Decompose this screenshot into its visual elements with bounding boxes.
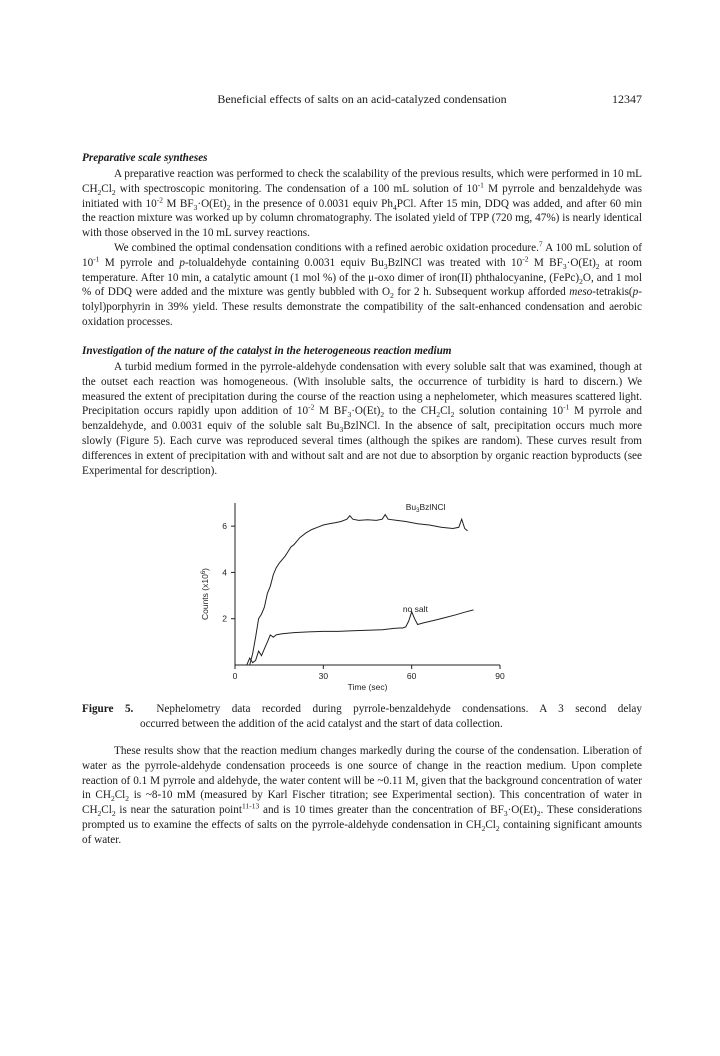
- paragraph-investigation-1: A turbid medium formed in the pyrrole-aldehyde condensation with every soluble salt that was examined, though at the outset each reaction was homogeneous. (With insoluble salts, the occurrence of turbidity is hard to discern.) We measured the extent of precipitation during the course of the reaction using a nephelometer, which measures scattered light. Precipitation occurs rapidly upon addition of $10^{-2}$ M $BF_3\cdot O(Et)_2$ to the $CH_2Cl_2$ solution containing $10^{-1}$ M pyrrole and benzaldehyde, and 0.0031 equiv of the soluble salt $Bu_3BzlNCl$. In the absence of salt, precipitation occurs much more slowly (Figure 5). Each curve was reproduced several times (although the spikes are random). These curves result from differences in extent of precipitation with and without salt and are not due to absorption by organic reaction byproducts (see Experimental for description).: [82, 361, 643, 477]
- y-axis-label: Counts $(x10^6)$: [200, 567, 210, 621]
- x-tick-label: 0: [232, 671, 238, 681]
- x-tick-label: 90: [495, 671, 505, 681]
- section-heading-preparative: Preparative scale syntheses: [82, 152, 208, 164]
- series-label-no-salt: no salt: [402, 603, 428, 614]
- series-line-bu3bzlncl: [235, 515, 468, 665]
- axis-ticks: [222, 521, 505, 681]
- series-line-no-salt: [235, 610, 474, 665]
- series-label-bu3bzlncl: $Bu_3BzlNCl$: [405, 501, 446, 514]
- paragraph-preparative-2: We combined the optimal condensation conditions with a refined aerobic oxidation procedure.$^7$ A 100 mL solution of $10^{-1}$ M pyrrole and p-tolualdehyde containing 0.0031 equiv $Bu_3BzlNCl$ was treated with $10^{-2}$ M $BF_3\cdot O(Et)_2$ at room temperature. After 10 min, a catalytic amount (1 mol %) of the μ-oxo dimer of iron(II) phthalocyanine, $(FePc)_2O$, and 1 mol % of DDQ were added and the mixture was gently bubbled with $O_2$ for 2 h. Subsequent workup afforded meso-tetrakis(p-tolyl)porphyrin in 39% yield. These results demonstrate the compatibility of the salt-enhanced condensation and aerobic oxidation processes.: [82, 239, 642, 328]
- paragraph-preparative-1: A preparative reaction was performed to check the scalability of the previous results, which were performed in 10 mL $CH_2Cl_2$ with spectroscopic monitoring. The condensation of a 100 mL solution of $10^{-1}$ M pyrrole and benzaldehyde was initiated with $10^{-2}$ M $BF_3\cdot O(Et)_2$ in the presence of 0.0031 equiv $Ph_4PCl$. After 15 min, DDQ was added, and after 60 min the reaction mixture was worked up by column chromatography. The isolated yield of TPP (720 mg, 47%) is nearly identical with those observed in the 10 mL survey reactions.: [82, 168, 642, 240]
- section-heading-investigation: Investigation of the nature of the catalyst in the heterogeneous reaction medium: [82, 345, 452, 357]
- paragraph-water-content: These results show that the reaction medium changes markedly during the course of the condensation. Liberation of water as the pyrrole-aldehyde condensation proceeds is one source of change in the reaction medium. Upon complete reaction of 0.1 M pyrrole and aldehyde, the water content will be ~0.11 M, given that the background concentration of water in $CH_2Cl_2$ is ~8-10 mM (measured by Karl Fischer titration; see Experimental section). This concentration of water in $CH_2Cl_2$ is near the saturation point$^{11-13}$ and is 10 times greater than the concentration of $BF_3\cdot O(Et)_2$. These considerations prompted us to examine the effects of salts on the pyrrole-aldehyde condensation in $CH_2Cl_2$ containing significant amounts of water.: [82, 745, 643, 846]
- y-tick-label: 6: [222, 521, 227, 532]
- x-axis-label: Time (sec): [347, 682, 388, 692]
- running-header: [82, 92, 642, 108]
- y-tick-label: 4: [222, 567, 227, 578]
- figure-5-caption: Figure 5. Nephelometry data recorded during pyrrole-benzaldehyde condensations. A 3 second delay occurred between the addition of the acid catalyst and the start of data collection.: [82, 703, 642, 730]
- nephelometry-chart: [180, 495, 520, 695]
- figure-5-chart: [180, 495, 520, 695]
- running-title: Beneficial effects of salts on an acid-catalyzed condensation: [217, 92, 507, 106]
- x-tick-label: 30: [318, 671, 329, 681]
- figure-label: Figure 5.: [82, 703, 134, 715]
- y-tick-label: 2: [222, 613, 227, 624]
- x-tick-label: 60: [406, 671, 417, 681]
- page-number: 12347: [612, 92, 642, 106]
